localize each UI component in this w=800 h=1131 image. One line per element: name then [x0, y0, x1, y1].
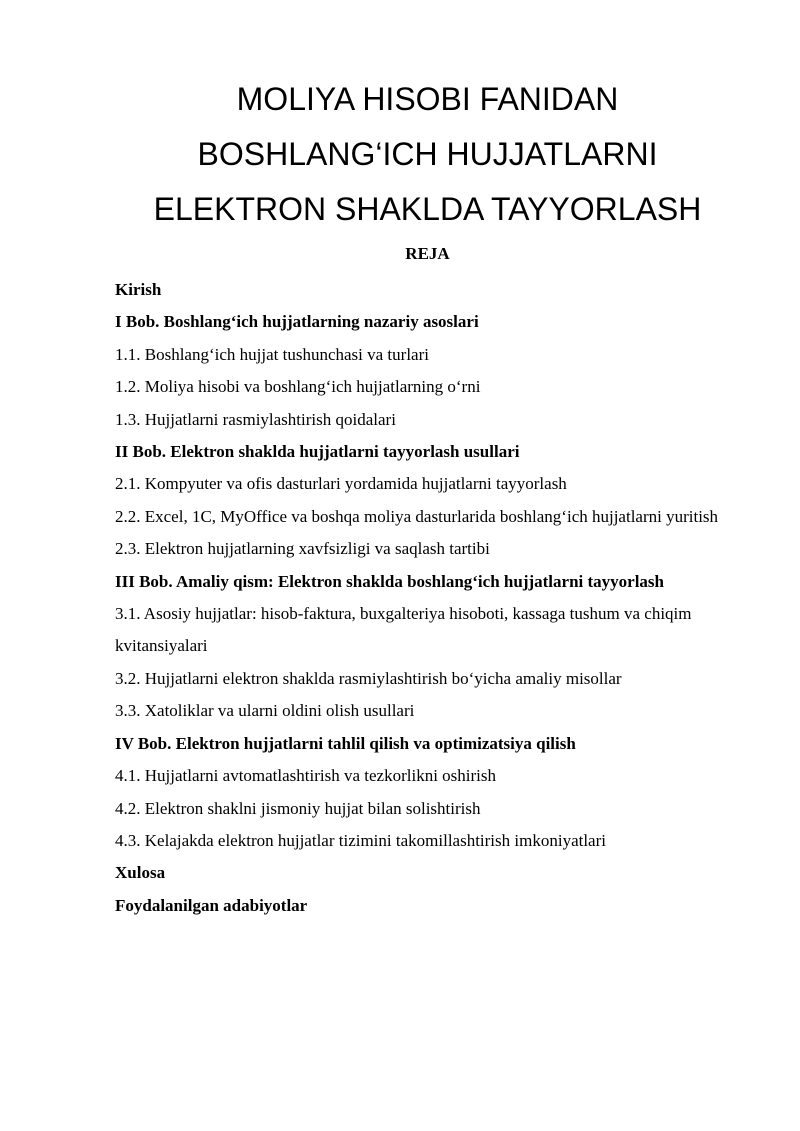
- outline-item: 2.2. Excel, 1C, MyOffice va boshqa moliya dasturlarida boshlang‘ich hujjatlarni yuritish: [115, 506, 719, 526]
- outline-item: 2.1. Kompyuter va ofis dasturlari yordamida hujjatlarni tayyorlash: [115, 474, 567, 494]
- outline-section-heading: Foydalanilgan adabiyotlar: [115, 895, 308, 915]
- outline-item: 1.1. Boshlang‘ich hujjat tushunchasi va turlari: [115, 344, 429, 364]
- outline-item: 1.3. Hujjatlarni rasmiylashtirish qoidalari: [115, 409, 396, 429]
- outline-item: 3.2. Hujjatlarni elektron shaklda rasmiylashtirish bo‘yicha amaliy misollar: [115, 668, 622, 688]
- outline-section-heading: Xulosa: [115, 863, 166, 883]
- outline-item: 4.1. Hujjatlarni avtomatlashtirish va tezkorlikni oshirish: [115, 766, 497, 786]
- title-line-1: MOLIYA HISOBI FANIDAN: [236, 81, 619, 117]
- outline-item: 3.1. Asosiy hujjatlar: hisob-faktura, buxgalteriya hisoboti, kassaga tushum va chiqim kvitansiyalari: [115, 604, 692, 656]
- document-title: [0, 72, 800, 237]
- title-line-3: ELEKTRON SHAKLDA TAYYORLASH: [153, 191, 702, 227]
- outline-item: 4.2. Elektron shaklni jismoniy hujjat bilan solishtirish: [115, 798, 481, 818]
- outline-item: 2.3. Elektron hujjatlarning xavfsizligi va saqlash tartibi: [115, 539, 490, 559]
- title-line-2: BOSHLANG‘ICH HUJJATLARNI: [197, 136, 658, 172]
- outline-item: 3.3. Xatoliklar va ularni oldini olish usullari: [115, 701, 415, 721]
- plan-heading: REJA: [405, 244, 450, 263]
- table-of-contents: [115, 274, 735, 922]
- outline-section-heading: II Bob. Elektron shaklda hujjatlarni tayyorlash usullari: [115, 442, 520, 462]
- outline-item: 1.2. Moliya hisobi va boshlang‘ich hujjatlarning o‘rni: [115, 377, 481, 397]
- outline-section-heading: IV Bob. Elektron hujjatlarni tahlil qilish va optimizatsiya qilish: [115, 733, 576, 753]
- outline-section-heading: III Bob. Amaliy qism: Elektron shaklda boshlang‘ich hujjatlarni tayyorlash: [115, 571, 664, 591]
- outline-item: 4.3. Kelajakda elektron hujjatlar tizimini takomillashtirish imkoniyatlari: [115, 830, 606, 850]
- outline-section-heading: Kirish: [115, 280, 162, 299]
- outline-section-heading: I Bob. Boshlang‘ich hujjatlarning nazariy asoslari: [115, 312, 479, 332]
